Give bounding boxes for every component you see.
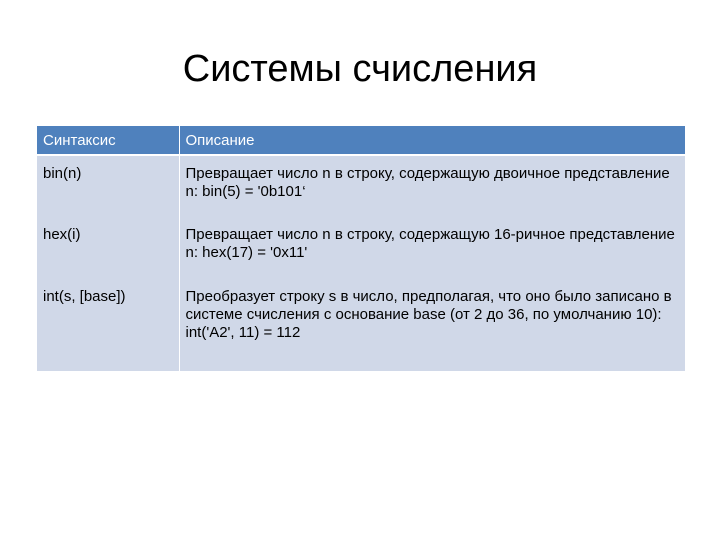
cell-syntax: int(s, [base]) (37, 279, 179, 371)
table-row (37, 279, 685, 371)
cell-syntax: bin(n) (37, 155, 179, 217)
table-header-row (37, 126, 685, 155)
table-row (37, 217, 685, 279)
cell-description: Превращает число n в строку, содержащую 16-ричное представление n: hex(17) = '0x11' (179, 217, 685, 279)
functions-table (37, 126, 685, 371)
cell-syntax: hex(i) (37, 217, 179, 279)
header-syntax: Синтаксис (37, 126, 179, 155)
table-row (37, 155, 685, 217)
header-description: Описание (179, 126, 685, 155)
slide-title: Системы счисления (182, 48, 538, 90)
cell-description: Преобразует строку s в число, предполагая, что оно было записано в системе счисления с основание base (от 2 до 36, по умолчанию 10): int('A2', 11) = 112 (179, 279, 685, 371)
cell-description: Превращает число n в строку, содержащую двоичное представление n: bin(5) = '0b101‘ (179, 155, 685, 217)
